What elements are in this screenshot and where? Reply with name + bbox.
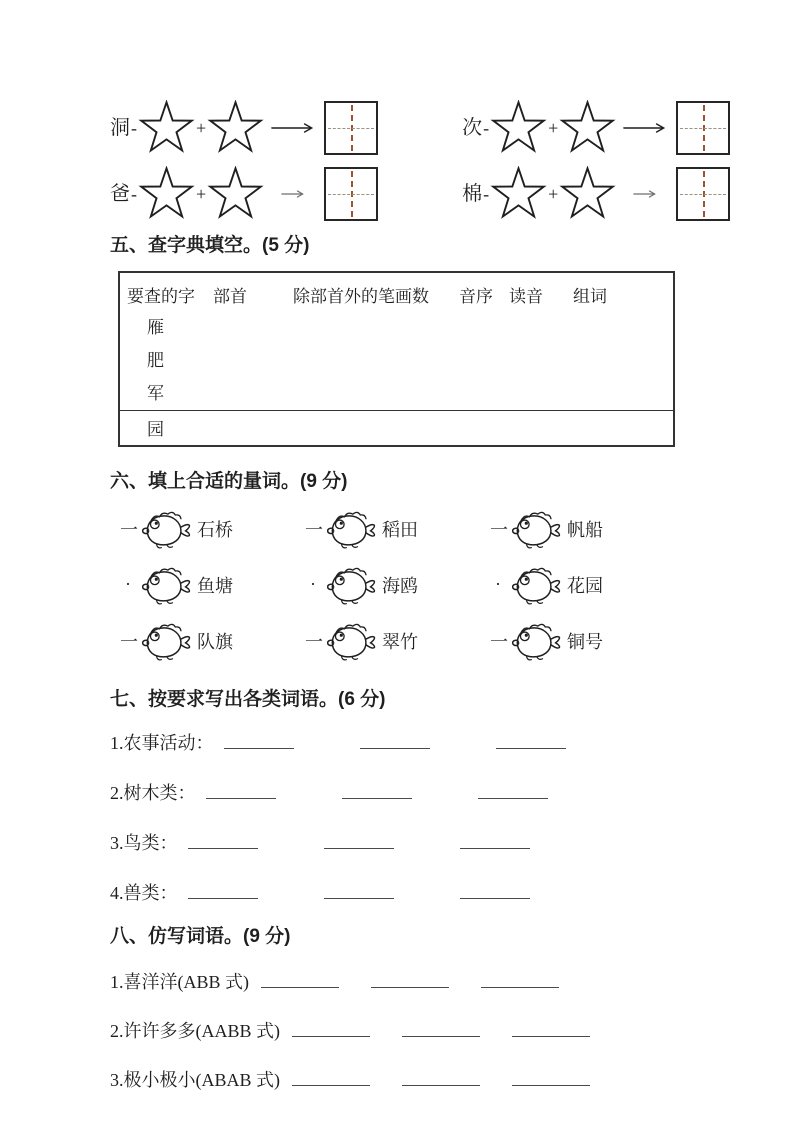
measure-word-item [490, 506, 675, 552]
column-header: 读音 [509, 286, 543, 306]
answer-blank [342, 785, 412, 799]
arrow-icon [619, 188, 673, 200]
column-header: 除部首外的笔画数 [293, 286, 429, 306]
noun-label: 帆船 [567, 519, 603, 540]
answer-blanks [224, 735, 566, 749]
category-label: 1.农事活动： [110, 733, 214, 754]
measure-word-exercise [120, 506, 707, 664]
answer-blank [512, 1023, 590, 1037]
noun-label: 稻田 [382, 519, 418, 540]
pattern-label: 2.许许多多(AABB 式) [110, 1021, 280, 1042]
star-shape [559, 166, 616, 222]
noun-label: 铜号 [567, 631, 603, 652]
minus-sign: - [131, 184, 137, 204]
noun-label: 翠竹 [382, 631, 418, 652]
numeral-one: · [125, 574, 131, 595]
numeral-one: 一 [120, 631, 138, 652]
table-row [120, 411, 673, 445]
category-row [110, 879, 707, 905]
answer-blank [324, 885, 394, 899]
dictionary-table [118, 271, 675, 447]
star-shape [138, 166, 195, 222]
fish-icon [138, 620, 194, 662]
pattern-label: 3.极小极小(ABAB 式) [110, 1070, 280, 1091]
lookup-character: 军 [147, 383, 164, 403]
writing-grid-box [324, 101, 378, 155]
table-row [120, 342, 673, 375]
column-header: 音序 [459, 286, 493, 306]
measure-word-item [305, 506, 490, 552]
category-label: 3.鸟类： [110, 833, 178, 854]
arrow-icon [619, 122, 673, 134]
answer-blank [188, 835, 258, 849]
answer-blank [371, 974, 449, 988]
plus-sign: + [196, 118, 207, 138]
numeral-one: · [495, 574, 501, 595]
answer-blank [481, 974, 559, 988]
answer-blanks [188, 835, 530, 849]
answer-blank [188, 885, 258, 899]
section5-heading: 五、查字典填空。(5 分) [110, 235, 310, 256]
numeral-one: 一 [490, 519, 508, 540]
table-row [120, 375, 673, 408]
noun-label: 海鸥 [382, 575, 418, 596]
pattern-row [110, 1066, 707, 1092]
answer-blank [292, 1072, 370, 1086]
section6-heading: 六、填上合适的量词。(9 分) [110, 470, 348, 492]
category-words-exercise [110, 729, 707, 905]
answer-blanks [261, 974, 559, 988]
star-shape [207, 166, 264, 222]
answer-blank [402, 1023, 480, 1037]
table-row [120, 309, 673, 342]
answer-blanks [292, 1072, 590, 1086]
column-header: 组词 [573, 286, 607, 306]
source-character: 棉 [462, 183, 483, 205]
measure-word-item [120, 618, 305, 664]
noun-label: 石桥 [197, 519, 233, 540]
numeral-one: 一 [305, 519, 323, 540]
category-label: 4.兽类： [110, 883, 178, 904]
answer-blank [206, 785, 276, 799]
answer-blank [224, 735, 294, 749]
word-break-item [462, 162, 730, 226]
answer-blank [460, 835, 530, 849]
fish-icon [508, 564, 564, 606]
numeral-one: · [310, 574, 316, 595]
plus-sign: + [548, 118, 559, 138]
answer-blanks [206, 785, 548, 799]
minus-sign: - [483, 184, 490, 204]
numeral-one: 一 [490, 631, 508, 652]
category-row [110, 779, 707, 805]
star-shape [559, 100, 616, 156]
word-break-item [110, 162, 378, 226]
measure-word-item [120, 506, 305, 552]
answer-blank [478, 785, 548, 799]
table-header-row [120, 273, 673, 309]
writing-grid-box [676, 101, 730, 155]
category-label: 2.树木类： [110, 783, 196, 804]
fish-icon [138, 508, 194, 550]
answer-blank [261, 974, 339, 988]
answer-blanks [292, 1023, 590, 1037]
star-shape [207, 100, 264, 156]
answer-blank [402, 1072, 480, 1086]
noun-label: 花园 [567, 575, 603, 596]
answer-blank [460, 885, 530, 899]
plus-sign: + [196, 184, 207, 204]
noun-label: 队旗 [197, 631, 233, 652]
source-character: 洞 [110, 117, 130, 139]
fish-icon [323, 508, 379, 550]
measure-word-item [120, 562, 305, 608]
pattern-row [110, 1017, 707, 1043]
answer-blank [292, 1023, 370, 1037]
lookup-character: 肥 [147, 350, 164, 370]
word-break-item [110, 96, 378, 160]
measure-word-item [305, 562, 490, 608]
numeral-one: 一 [120, 519, 138, 540]
column-header: 部首 [213, 286, 247, 306]
answer-blank [496, 735, 566, 749]
measure-word-item [490, 618, 675, 664]
word-break-item [462, 96, 730, 160]
writing-grid-box [676, 167, 730, 221]
measure-word-item [490, 562, 675, 608]
star-shape [138, 100, 195, 156]
fish-icon [323, 564, 379, 606]
lookup-character: 雁 [147, 317, 164, 337]
minus-sign: - [131, 118, 137, 138]
answer-blanks [188, 885, 530, 899]
answer-blank [360, 735, 430, 749]
section7-heading: 七、按要求写出各类词语。(6 分) [110, 688, 386, 710]
answer-blank [512, 1072, 590, 1086]
category-row [110, 729, 707, 755]
word-break-exercise [110, 96, 707, 226]
noun-label: 鱼塘 [197, 575, 233, 596]
fish-icon [138, 564, 194, 606]
source-character: 爸 [110, 183, 130, 205]
measure-word-item [305, 618, 490, 664]
pattern-words-exercise [110, 968, 707, 1092]
minus-sign: - [483, 118, 490, 138]
arrow-icon [267, 188, 321, 200]
star-shape [490, 166, 547, 222]
numeral-one: 一 [305, 631, 323, 652]
column-header: 要查的字 [127, 286, 195, 306]
pattern-row [110, 968, 707, 994]
star-shape [490, 100, 547, 156]
category-row [110, 829, 707, 855]
arrow-icon [267, 122, 321, 134]
fish-icon [508, 508, 564, 550]
lookup-character: 园 [147, 420, 164, 440]
fish-icon [323, 620, 379, 662]
fish-icon [508, 620, 564, 662]
writing-grid-box [324, 167, 378, 221]
answer-blank [324, 835, 394, 849]
source-character: 次 [462, 117, 483, 139]
section8-heading: 八、仿写词语。(9 分) [110, 926, 291, 948]
pattern-label: 1.喜洋洋(ABB 式) [110, 972, 249, 993]
plus-sign: + [548, 184, 559, 204]
